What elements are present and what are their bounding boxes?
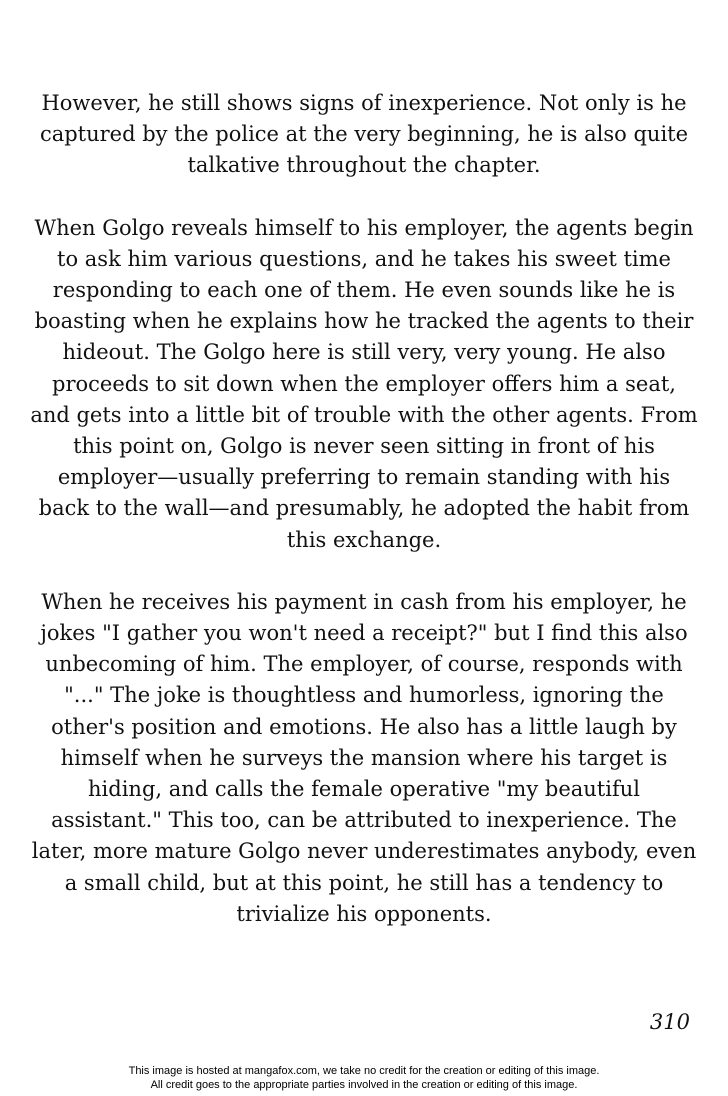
paragraph-2: When Golgo reveals himself to his employer, the agents begin to ask him various questions, and he takes his sweet time responding to each one of them. He even sounds like he is boasting when he explains how he tracked the agents to their hideout. The Golgo here is still very, very young. He also proceeds to sit down when the employer offers him a seat, and gets into a little bit of trouble with the other agents. From this point on, Golgo is never seen sitting in front of his employer—usually preferring to remain standing with his back to the wall—and presumably, he adopted the habit from this exchange. [30,215,698,552]
paragraph-3: When he receives his payment in cash from his employer, he jokes "I gather you won't need a receipt?" but I find this also unbecoming of him. The employer, of course, responds with "..." The joke is thoughtless and humorless, ignoring the other's position and emotions. He also has a little laugh by himself when he surveys the mansion where his target is hiding, and calls the female operative "my beautiful assistant." This too, can be attributed to inexperience. The later, more mature Golgo never underestimates anybody, even a small child, but at this point, he still has a tendency to trivialize his opponents. [31,589,697,926]
paragraph-1: However, he still shows signs of inexperience. Not only is he captured by the police at the very beginning, he is also quite talkative throughout the chapter. [39,91,689,178]
page-number: 310 [649,1010,690,1034]
body-text [30,88,698,961]
credit-line-1: This image is hosted at mangafox.com, we take no credit for the creation or editing of this image. [128,1065,600,1077]
hosting-credit [0,1064,728,1092]
credit-line-2: All credit goes to the appropriate parties involved in the creation or editing of this image. [150,1079,578,1091]
